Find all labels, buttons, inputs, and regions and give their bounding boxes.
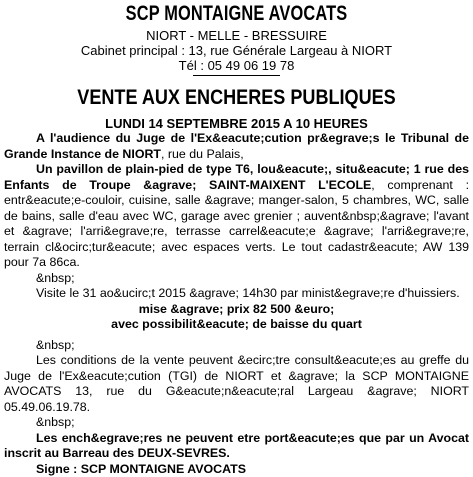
header-divider bbox=[193, 75, 280, 76]
bids-text: Les ench&egrave;res ne peuvent etre port&eacute;es que par un Avocat inscrit au Barreau des DEUX-SEVRES. bbox=[4, 431, 469, 462]
property-description: , comprenant : entr&eacute;e-couloir, cuisine, salle &agrave; manger-salon, 5 chambres, WC, salle de bains, salle d'eau avec WC, garage avec grenier ; auvent&nbsp;&agrave; l'avant et &agrave; l'arri&egrave;re, terrasse carrel&eacute;e &agrave; l'arri&egrave;re, terrain cl&ocirc;tur&eacute; avec espaces verts. Le tout cadastr&eacute; AW 139 pour 7a 86ca. bbox=[4, 178, 469, 270]
court-paragraph bbox=[4, 131, 469, 162]
sale-date: LUNDI 14 SEPTEMBRE 2015 A 10 HEURES bbox=[0, 116, 473, 131]
firm-cities: NIORT - MELLE - BRESSUIRE bbox=[0, 28, 473, 43]
notice-body bbox=[0, 131, 473, 477]
spacer-text: &nbsp; bbox=[4, 271, 469, 287]
firm-name: SCP MONTAIGNE AVOCATS bbox=[52, 2, 421, 26]
property-title: Un pavillon de plain-pied de type T6, lou&eacute;, situ&eacute; 1 rue des Enfants de Troupe &agrave; SAINT-MAIXENT L'ECOLE bbox=[4, 162, 469, 192]
visit-info: Visite le 31 ao&ucirc;t 2015 &agrave; 14h30 par minist&egrave;re d'huissiers. bbox=[4, 286, 469, 302]
reserve-note: avec possibilit&eacute; de baisse du quart bbox=[4, 317, 469, 333]
spacer-text: &nbsp; bbox=[4, 415, 469, 431]
reserve-price: mise &agrave; prix 82 500 &euro; bbox=[4, 302, 469, 318]
firm-phone: Tél : 05 49 06 19 78 bbox=[0, 58, 473, 73]
property-paragraph bbox=[4, 162, 469, 271]
court-text: A l'audience du Juge de l'Ex&eacute;cution pr&egrave;s le Tribunal de Grande Instance de NIORT bbox=[4, 131, 469, 161]
firm-main-office: Cabinet principal : 13, rue Générale Largeau à NIORT bbox=[0, 43, 473, 58]
spacer-text: &nbsp; bbox=[4, 338, 469, 354]
court-address: , rue du Palais, bbox=[161, 147, 244, 161]
signature: Signe : SCP MONTAIGNE AVOCATS bbox=[4, 462, 469, 477]
notice-title: VENTE AUX ENCHERES PUBLIQUES bbox=[33, 86, 440, 110]
conditions-text: Les conditions de la vente peuvent &ecirc;tre consult&eacute;es au greffe du Juge de l'Ex&eacute;cution (TGI) de NIORT et &agrave; la SCP MONTAIGNE AVOCATS 13, rue du G&eacute;n&eacute;ral Largeau &agrave; NIORT 05.49.06.19.78. bbox=[4, 353, 469, 415]
legal-notice bbox=[0, 2, 473, 438]
